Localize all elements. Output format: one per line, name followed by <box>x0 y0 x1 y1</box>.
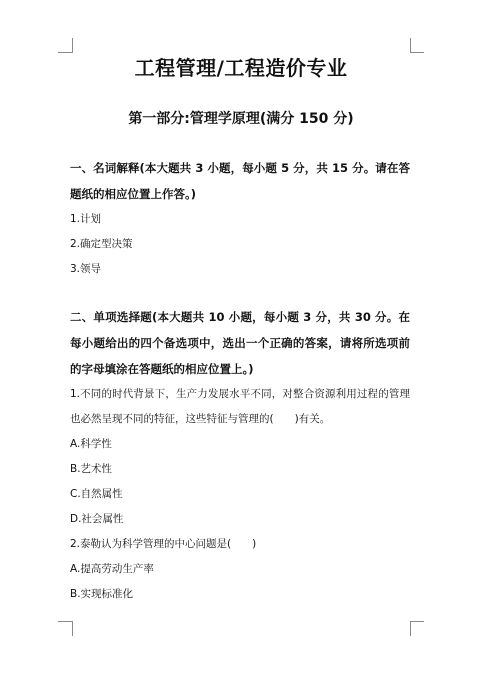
question-1-text: 1.不同的时代背景下，生产力发展水平不同，对整合资源利用过程的管理也必然呈现不同的特征，这些特征与管理的( )有关。 <box>70 388 410 425</box>
question-2-option: B.实现标准化 <box>70 588 134 600</box>
question-1-option: C.自然属性 <box>70 488 123 500</box>
question-2-option: A.提高劳动生产率 <box>70 563 154 575</box>
term-item: 1.计划 <box>70 213 102 225</box>
section1-heading: 一、名词解释(本大题共 3 小题，每小题 5 分，共 15 分。请在答题纸的相应位置上作答。) <box>70 161 410 201</box>
crop-mark-top-right-v <box>410 38 411 53</box>
crop-mark-bottom-right-h <box>410 621 424 622</box>
question-1-option: B.艺术性 <box>70 463 113 475</box>
crop-mark-bottom-left-v <box>72 621 73 636</box>
question-1-option: A.科学性 <box>70 438 112 450</box>
document-title: 工程管理/工程造价专业 <box>134 56 348 80</box>
part-title: 第一部分:管理学原理(满分 150 分) <box>128 111 354 127</box>
section-spacer <box>70 282 410 304</box>
term-item: 2.确定型决策 <box>70 238 133 250</box>
term-item: 3.领导 <box>70 263 102 275</box>
section2-heading: 二、单项选择题(本大题共 10 小题，每小题 3 分，共 30 分。在每小题给出的四个备选项中，选出一个正确的答案，请将所选项前的字母填涂在答题纸的相应位置上。) <box>70 310 410 376</box>
document-body <box>70 155 410 607</box>
question-1-option: D.社会属性 <box>70 513 124 525</box>
crop-mark-bottom-right-v <box>410 621 411 636</box>
question-2-text: 2.泰勒认为科学管理的中心问题是( ) <box>70 538 257 550</box>
crop-mark-top-left-v <box>72 38 73 53</box>
crop-mark-bottom-left-h <box>58 621 72 622</box>
